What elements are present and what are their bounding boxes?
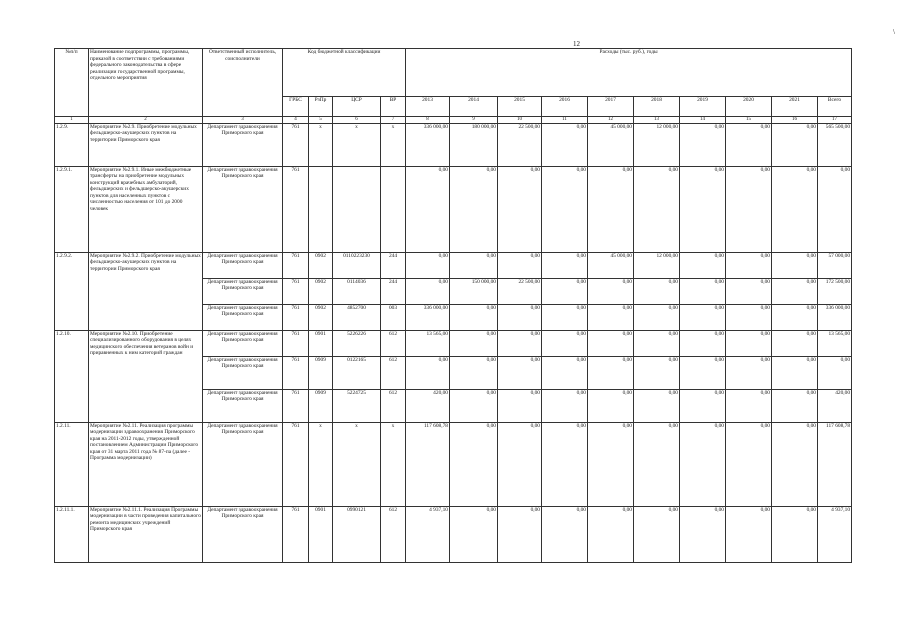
column-number: 14 bbox=[680, 117, 726, 124]
header-year: 2019 bbox=[680, 97, 726, 117]
vr-cell: x bbox=[381, 123, 406, 166]
column-number: 6 bbox=[333, 117, 381, 124]
year-value-cell: 0,00 bbox=[726, 252, 772, 278]
total-cell: 0,00 bbox=[818, 166, 852, 252]
row-number: 1.2.11. bbox=[55, 422, 89, 506]
year-value-cell: 0,00 bbox=[588, 330, 634, 356]
total-cell: 172 500,00 bbox=[818, 278, 852, 304]
year-value-cell: 0,00 bbox=[634, 166, 680, 252]
grbs-cell: 761 bbox=[283, 389, 309, 422]
year-value-cell: 0,00 bbox=[450, 304, 498, 330]
year-value-cell: 12 000,00 bbox=[634, 123, 680, 166]
rzpr-cell: 0909 bbox=[309, 356, 333, 389]
year-value-cell: 0,00 bbox=[542, 422, 588, 506]
total-cell: 13 565,00 bbox=[818, 330, 852, 356]
year-value-cell: 0,00 bbox=[498, 304, 542, 330]
grbs-cell: 761 bbox=[283, 278, 309, 304]
csr-cell: 0114036 bbox=[333, 278, 381, 304]
year-value-cell: 0,00 bbox=[726, 389, 772, 422]
year-value-cell: 0,00 bbox=[634, 278, 680, 304]
year-value-cell: 336 000,00 bbox=[406, 123, 450, 166]
csr-cell: 5226226 bbox=[333, 330, 381, 356]
year-value-cell: 0,00 bbox=[680, 330, 726, 356]
year-value-cell: 0,00 bbox=[542, 166, 588, 252]
vr-cell: 612 bbox=[381, 356, 406, 389]
grbs-cell: 761 bbox=[283, 330, 309, 356]
header-year: 2014 bbox=[450, 97, 498, 117]
rzpr-cell bbox=[309, 166, 333, 252]
year-value-cell: 0,00 bbox=[588, 356, 634, 389]
header-name: Наименование подпрограммы, программы, приказой в соответствии с требованиями федерального законодательства в сфере реализации государственной программы, отдельного мероприятия bbox=[89, 49, 203, 117]
year-value-cell: 0,00 bbox=[588, 389, 634, 422]
csr-cell: 4852700 bbox=[333, 304, 381, 330]
year-value-cell: 0,00 bbox=[406, 356, 450, 389]
corner-mark: \ bbox=[893, 28, 895, 36]
executor-cell: Департамент здравоохранения Приморского края bbox=[203, 506, 283, 562]
total-cell: 0,00 bbox=[818, 356, 852, 389]
measure-name: Мероприятие №2.11. Реализация программы модернизации здравоохранения Приморского края на 2011-2012 годы, утвержденной постановлением Администрации Приморского края от 31 марта 2011 года № 87-па (далее - Программа модернизации) bbox=[89, 422, 203, 506]
year-value-cell: 0,00 bbox=[634, 356, 680, 389]
grbs-cell: 761 bbox=[283, 252, 309, 278]
year-value-cell: 0,00 bbox=[450, 252, 498, 278]
measure-name: Мероприятие №2.11.1. Реализация Программы модернизации в части проведения капитального ремонта медицинских учреждений Приморского края bbox=[89, 506, 203, 562]
csr-cell: x bbox=[333, 422, 381, 506]
total-cell: 57 000,00 bbox=[818, 252, 852, 278]
year-value-cell: 0,00 bbox=[498, 166, 542, 252]
grbs-cell: 761 bbox=[283, 422, 309, 506]
year-value-cell: 0,00 bbox=[634, 422, 680, 506]
rzpr-cell: 0902 bbox=[309, 252, 333, 278]
row-number: 1.2.9. bbox=[55, 123, 89, 166]
total-cell: 565 500,00 bbox=[818, 123, 852, 166]
year-value-cell: 0,00 bbox=[772, 389, 818, 422]
vr-cell: 003 bbox=[381, 304, 406, 330]
csr-cell: 0110223230 bbox=[333, 252, 381, 278]
year-value-cell: 336 000,00 bbox=[406, 304, 450, 330]
year-value-cell: 0,00 bbox=[772, 278, 818, 304]
rzpr-cell: 0902 bbox=[309, 278, 333, 304]
executor-cell: Департамент здравоохранения Приморского края bbox=[203, 166, 283, 252]
header-year: 2020 bbox=[726, 97, 772, 117]
header-rzpr: РзПр bbox=[309, 97, 333, 117]
column-number: 9 bbox=[450, 117, 498, 124]
rzpr-cell: 0901 bbox=[309, 506, 333, 562]
measure-name: Мероприятие №2.9. Приобретение модульных фельдшерско-акушерских пунктов на территории Приморского края bbox=[89, 123, 203, 166]
year-value-cell: 0,00 bbox=[406, 166, 450, 252]
year-value-cell: 22 500,00 bbox=[498, 278, 542, 304]
year-value-cell: 0,00 bbox=[634, 330, 680, 356]
executor-cell: Департамент здравоохранения Приморского края bbox=[203, 304, 283, 330]
year-value-cell: 0,00 bbox=[498, 356, 542, 389]
vr-cell: 244 bbox=[381, 278, 406, 304]
year-value-cell: 0,00 bbox=[542, 506, 588, 562]
column-number: 12 bbox=[588, 117, 634, 124]
year-value-cell: 0,00 bbox=[542, 252, 588, 278]
year-value-cell: 12 000,00 bbox=[634, 252, 680, 278]
header-year: 2013 bbox=[406, 97, 450, 117]
total-cell: 336 000,00 bbox=[818, 304, 852, 330]
header-expenses: Расходы (тыс. руб.), годы bbox=[406, 49, 852, 97]
year-value-cell: 0,00 bbox=[450, 422, 498, 506]
year-value-cell: 0,00 bbox=[498, 506, 542, 562]
year-value-cell: 0,00 bbox=[542, 330, 588, 356]
year-value-cell: 0,00 bbox=[772, 304, 818, 330]
header-csr: ЦСР bbox=[333, 97, 381, 117]
year-value-cell: 0,00 bbox=[450, 166, 498, 252]
csr-cell: 0122165 bbox=[333, 356, 381, 389]
year-value-cell: 0,00 bbox=[772, 356, 818, 389]
year-value-cell: 0,00 bbox=[772, 330, 818, 356]
total-cell: 4 937,10 bbox=[818, 506, 852, 562]
csr-cell: x bbox=[333, 123, 381, 166]
year-value-cell: 0,00 bbox=[542, 304, 588, 330]
year-value-cell: 0,00 bbox=[772, 422, 818, 506]
year-value-cell: 0,00 bbox=[450, 356, 498, 389]
executor-cell: Департамент здравоохранения Приморского края bbox=[203, 422, 283, 506]
rzpr-cell: 0901 bbox=[309, 330, 333, 356]
year-value-cell: 0,00 bbox=[588, 422, 634, 506]
year-value-cell: 0,00 bbox=[542, 123, 588, 166]
year-value-cell: 0,00 bbox=[726, 123, 772, 166]
grbs-cell: 761 bbox=[283, 506, 309, 562]
csr-cell: 5224725 bbox=[333, 389, 381, 422]
year-value-cell: 180 000,00 bbox=[450, 123, 498, 166]
header-executor: Ответственный исполнитель, соисполнители bbox=[203, 49, 283, 117]
year-value-cell: 0,00 bbox=[680, 506, 726, 562]
header-num: №п/п bbox=[55, 49, 89, 117]
vr-cell bbox=[381, 166, 406, 252]
year-value-cell: 0,00 bbox=[450, 330, 498, 356]
header-year: 2015 bbox=[498, 97, 542, 117]
rzpr-cell: x bbox=[309, 422, 333, 506]
year-value-cell: 0,00 bbox=[680, 422, 726, 506]
rzpr-cell: 0902 bbox=[309, 304, 333, 330]
grbs-cell: 761 bbox=[283, 356, 309, 389]
measure-name: Мероприятие №2.10. Приобретение специализированного оборудования в целях медицинского обеспечения ветеранов войн и приравненных к ним категорий граждан bbox=[89, 330, 203, 422]
year-value-cell: 0,00 bbox=[498, 330, 542, 356]
column-number: 4 bbox=[283, 117, 309, 124]
year-value-cell: 0,00 bbox=[450, 389, 498, 422]
executor-cell: Департамент здравоохранения Приморского края bbox=[203, 123, 283, 166]
year-value-cell: 45 000,00 bbox=[588, 252, 634, 278]
year-value-cell: 0,00 bbox=[772, 506, 818, 562]
year-value-cell: 0,00 bbox=[588, 304, 634, 330]
year-value-cell: 0,00 bbox=[772, 123, 818, 166]
year-value-cell: 0,00 bbox=[680, 278, 726, 304]
year-value-cell: 0,00 bbox=[542, 389, 588, 422]
row-number: 1.2.11.1. bbox=[55, 506, 89, 562]
year-value-cell: 0,00 bbox=[498, 389, 542, 422]
csr-cell: 0990121 bbox=[333, 506, 381, 562]
column-number: 13 bbox=[634, 117, 680, 124]
year-value-cell: 0,00 bbox=[772, 252, 818, 278]
year-value-cell: 0,00 bbox=[680, 123, 726, 166]
year-value-cell: 0,00 bbox=[634, 506, 680, 562]
header-year: 2021 bbox=[772, 97, 818, 117]
year-value-cell: 0,00 bbox=[680, 252, 726, 278]
measure-name: Мероприятие №2.9.1. Иные межбюджетные трансферты на приобретение модульных конструкций врачебных амбулаторий, фельдшерских и фельдшерско-акушерских пунктов для населенных пунктов с численностью населения от 101 до 2000 человек bbox=[89, 166, 203, 252]
year-value-cell: 0,00 bbox=[542, 356, 588, 389]
column-number: 11 bbox=[542, 117, 588, 124]
year-value-cell: 0,00 bbox=[726, 422, 772, 506]
page-number: 12 bbox=[573, 40, 580, 48]
grbs-cell: 761 bbox=[283, 166, 309, 252]
year-value-cell: 0,00 bbox=[634, 389, 680, 422]
column-number: 16 bbox=[772, 117, 818, 124]
column-number: 10 bbox=[498, 117, 542, 124]
header-total: Всего bbox=[818, 97, 852, 117]
column-number: 8 bbox=[406, 117, 450, 124]
table-row bbox=[55, 252, 852, 278]
total-cell: 420,00 bbox=[818, 389, 852, 422]
year-value-cell: 0,00 bbox=[588, 278, 634, 304]
grbs-cell: 761 bbox=[283, 123, 309, 166]
column-number: 15 bbox=[726, 117, 772, 124]
year-value-cell: 22 500,00 bbox=[498, 123, 542, 166]
header-year: 2016 bbox=[542, 97, 588, 117]
year-value-cell: 0,00 bbox=[726, 278, 772, 304]
table-row bbox=[55, 166, 852, 252]
column-number: 1 bbox=[55, 117, 89, 124]
table-row bbox=[55, 422, 852, 506]
column-number: 17 bbox=[818, 117, 852, 124]
year-value-cell: 45 000,00 bbox=[588, 123, 634, 166]
rzpr-cell: 0909 bbox=[309, 389, 333, 422]
vr-cell: 612 bbox=[381, 330, 406, 356]
year-value-cell: 0,00 bbox=[726, 506, 772, 562]
year-value-cell: 0,00 bbox=[680, 389, 726, 422]
year-value-cell: 150 000,00 bbox=[450, 278, 498, 304]
row-number: 1.2.9.2. bbox=[55, 252, 89, 330]
year-value-cell: 0,00 bbox=[588, 506, 634, 562]
year-value-cell: 0,00 bbox=[680, 304, 726, 330]
year-value-cell: 0,00 bbox=[406, 252, 450, 278]
year-value-cell: 0,00 bbox=[680, 166, 726, 252]
header-grbs: ГРБС bbox=[283, 97, 309, 117]
vr-cell: x bbox=[381, 422, 406, 506]
row-number: 1.2.9.1. bbox=[55, 166, 89, 252]
table-row bbox=[55, 123, 852, 166]
column-number: 3 bbox=[203, 117, 283, 124]
year-value-cell: 0,00 bbox=[498, 422, 542, 506]
year-value-cell: 420,00 bbox=[406, 389, 450, 422]
row-number: 1.2.10. bbox=[55, 330, 89, 422]
rzpr-cell: x bbox=[309, 123, 333, 166]
table-row bbox=[55, 330, 852, 356]
year-value-cell: 0,00 bbox=[450, 506, 498, 562]
executor-cell: Департамент здравоохранения Приморского края bbox=[203, 252, 283, 278]
vr-cell: 244 bbox=[381, 252, 406, 278]
header-year: 2017 bbox=[588, 97, 634, 117]
header-year: 2018 bbox=[634, 97, 680, 117]
table-row bbox=[55, 506, 852, 562]
year-value-cell: 0,00 bbox=[588, 166, 634, 252]
column-number: 5 bbox=[309, 117, 333, 124]
year-value-cell: 4 937,10 bbox=[406, 506, 450, 562]
csr-cell bbox=[333, 166, 381, 252]
header-budget-classification: Код бюджетной классификации bbox=[283, 49, 406, 97]
year-value-cell: 0,00 bbox=[726, 356, 772, 389]
year-value-cell: 117 608,78 bbox=[406, 422, 450, 506]
executor-cell: Департамент здравоохранения Приморского края bbox=[203, 356, 283, 389]
year-value-cell: 13 565,00 bbox=[406, 330, 450, 356]
column-number: 2 bbox=[89, 117, 203, 124]
year-value-cell: 0,00 bbox=[772, 166, 818, 252]
year-value-cell: 0,00 bbox=[542, 278, 588, 304]
column-number: 7 bbox=[381, 117, 406, 124]
year-value-cell: 0,00 bbox=[726, 166, 772, 252]
grbs-cell: 761 bbox=[283, 304, 309, 330]
total-cell: 117 608,78 bbox=[818, 422, 852, 506]
year-value-cell: 0,00 bbox=[406, 278, 450, 304]
budget-table bbox=[54, 48, 852, 563]
vr-cell: 612 bbox=[381, 506, 406, 562]
vr-cell: 612 bbox=[381, 389, 406, 422]
year-value-cell: 0,00 bbox=[726, 330, 772, 356]
executor-cell: Департамент здравоохранения Приморского края bbox=[203, 278, 283, 304]
executor-cell: Департамент здравоохранения Приморского края bbox=[203, 389, 283, 422]
executor-cell: Департамент здравоохранения Приморского края bbox=[203, 330, 283, 356]
year-value-cell: 0,00 bbox=[680, 356, 726, 389]
measure-name: Мероприятие №2.9.2. Приобретение модульных фельдшерско-акушерских пунктов на территории Приморского края bbox=[89, 252, 203, 330]
header-vr: ВР bbox=[381, 97, 406, 117]
year-value-cell: 0,00 bbox=[498, 252, 542, 278]
year-value-cell: 0,00 bbox=[634, 304, 680, 330]
year-value-cell: 0,00 bbox=[726, 304, 772, 330]
